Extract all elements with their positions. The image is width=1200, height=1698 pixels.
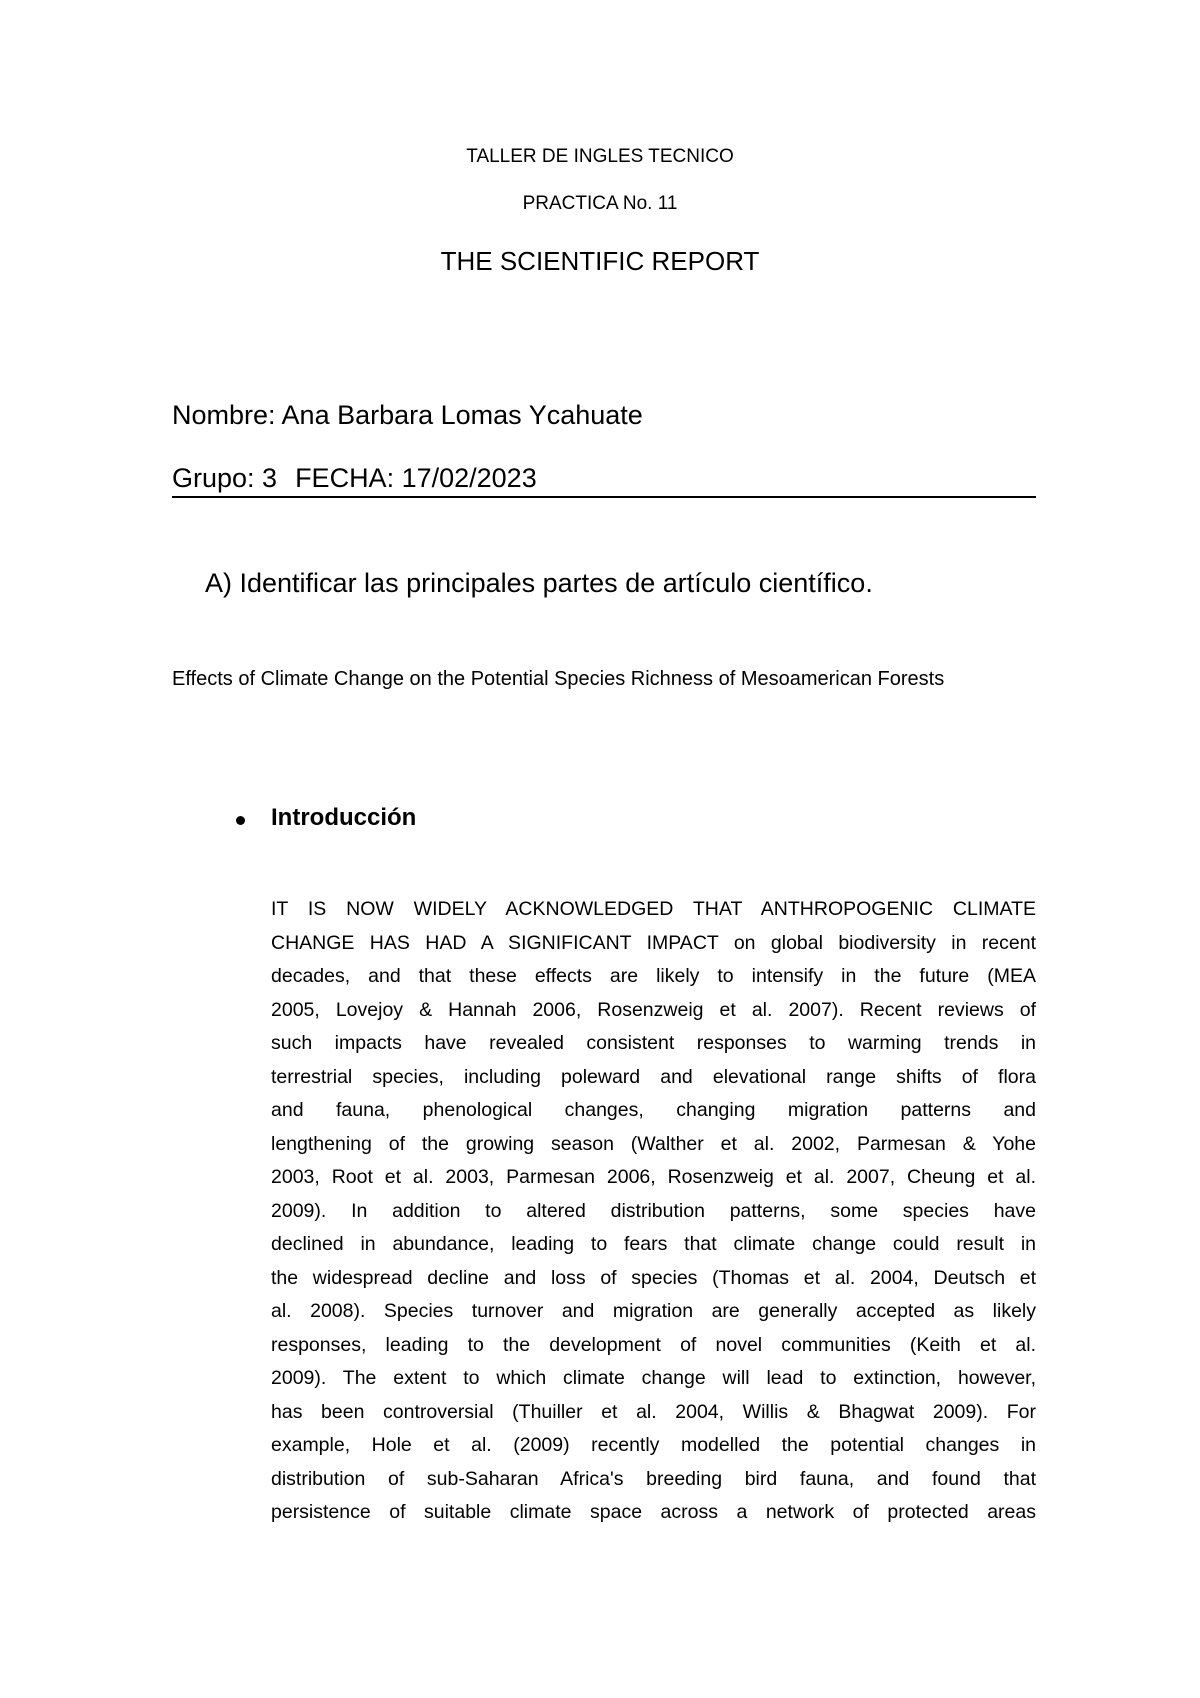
body-line: 2003, Root et al. 2003, Parmesan 2006, Rosenzweig et al. 2007, Cheung et al. xyxy=(271,1166,1036,1188)
body-line: CHANGE HAS HAD A SIGNIFICANT IMPACT on global biodiversity in recent xyxy=(271,931,1036,954)
body-line: 2005, Lovejoy & Hannah 2006, Rosenzweig et al. 2007). Recent reviews of xyxy=(271,998,1036,1021)
body-line: the widespread decline and loss of species (Thomas et al. 2004, Deutsch et xyxy=(271,1266,1036,1289)
body-line: 2009). In addition to altered distribution patterns, some species have xyxy=(271,1199,1036,1222)
body-line: IT IS NOW WIDELY ACKNOWLEDGED THAT ANTHROPOGENIC CLIMATE xyxy=(271,898,1036,920)
body-line: has been controversial (Thuiller et al. 2004, Willis & Bhagwat 2009). For xyxy=(271,1400,1036,1423)
body-line: 2009). The extent to which climate change will lead to extinction, however, xyxy=(271,1367,1036,1389)
body-line: responses, leading to the development of novel communities (Keith et al. xyxy=(271,1333,1036,1356)
body-line: persistence of suitable climate space across a network of protected areas xyxy=(271,1501,1036,1523)
body-line: al. 2008). Species turnover and migration are generally accepted as likely xyxy=(271,1300,1036,1322)
report-title: THE SCIENTIFIC REPORT xyxy=(440,246,760,276)
section-a-heading: A) Identificar las principales partes de artículo científico. xyxy=(205,568,873,598)
bullet-icon xyxy=(236,816,245,825)
student-name: Nombre: Ana Barbara Lomas Ycahuate xyxy=(172,400,643,430)
introduction-body xyxy=(271,893,1036,1530)
body-line: lengthening of the growing season (Walther et al. 2002, Parmesan & Yohe xyxy=(271,1132,1036,1155)
group-label: Grupo: 3 xyxy=(172,463,278,493)
date-label: FECHA: 17/02/2023 xyxy=(295,463,537,493)
body-line: decades, and that these effects are likely to intensify in the future (MEA xyxy=(271,965,1036,987)
body-line: declined in abundance, leading to fears that climate change could result in xyxy=(271,1233,1036,1255)
introduction-heading: Introducción xyxy=(271,804,417,831)
horizontal-rule xyxy=(172,496,1036,498)
body-line: terrestrial species, including poleward and elevational range shifts of flora xyxy=(271,1065,1036,1088)
practice-number: PRACTICA No. 11 xyxy=(522,193,678,214)
group-date-line xyxy=(172,463,537,494)
body-line: and fauna, phenological changes, changing migration patterns and xyxy=(271,1099,1036,1121)
body-line: example, Hole et al. (2009) recently modelled the potential changes in xyxy=(271,1434,1036,1456)
body-line: such impacts have revealed consistent responses to warming trends in xyxy=(271,1032,1036,1054)
article-title: Effects of Climate Change on the Potential Species Richness of Mesoamerican Forests xyxy=(172,668,945,690)
course-heading: TALLER DE INGLES TECNICO xyxy=(466,146,734,167)
body-line: distribution of sub-Saharan Africa's breeding bird fauna, and found that xyxy=(271,1467,1036,1490)
